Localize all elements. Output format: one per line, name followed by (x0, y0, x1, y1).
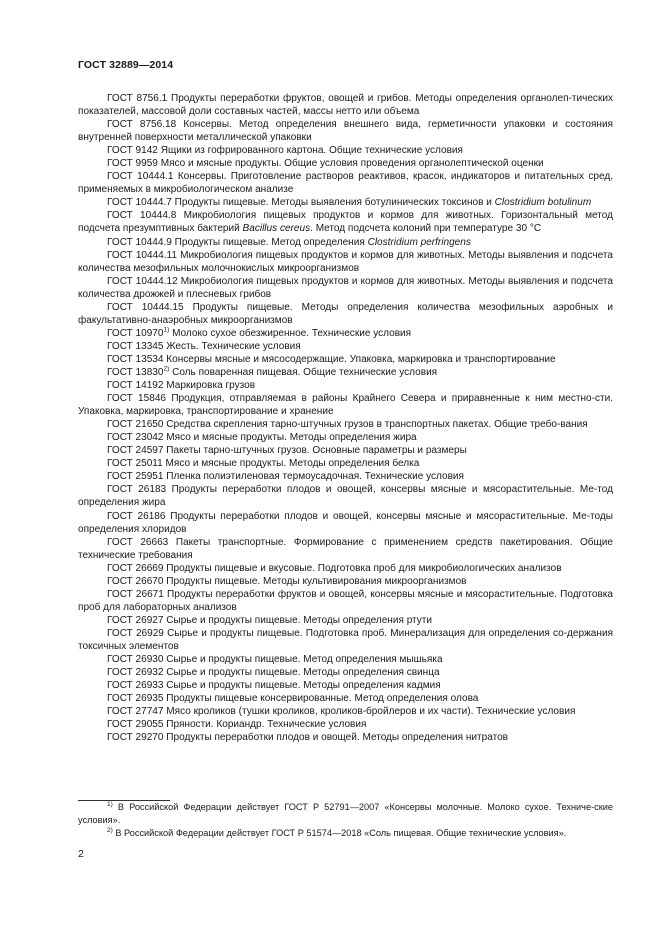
footnote (78, 801, 613, 827)
standard-code: ГОСТ 13534 (107, 353, 164, 365)
footnote-mark: 1) (107, 800, 113, 808)
standard-code: ГОСТ 9959 (107, 158, 158, 170)
standard-code: ГОСТ 26670 (107, 575, 164, 587)
standard-title: Жесть. Технические условия (166, 340, 301, 352)
footnote-ref: 1) (163, 326, 170, 334)
standard-entry (78, 431, 613, 444)
footnote-mark: 2) (107, 826, 113, 834)
standard-title-latin: Clostridium botulinum (494, 197, 592, 209)
footnote-text: В Российской Федерации действует ГОСТ Р 51574—2018 «Соль пищевая. Общие технические условия». (115, 828, 567, 838)
standard-code: ГОСТ 8756.18 (107, 119, 177, 131)
standard-title: Сырье и продукты пищевые. Методы определения ртути (166, 614, 433, 626)
standard-entry (78, 457, 613, 470)
standard-entry (78, 666, 613, 679)
standard-code: ГОСТ 10444.1 (107, 171, 174, 183)
standard-entry (78, 170, 613, 196)
standard-entry (78, 209, 613, 235)
standard-entry (78, 653, 613, 666)
standard-code: ГОСТ 26671 (107, 588, 164, 600)
standard-entry (78, 196, 613, 209)
standard-entry (78, 588, 613, 614)
standard-title: Ящики из гофрированного картона. Общие технические условия (160, 145, 463, 157)
standard-title: Пакеты транспортные. Формирование с применением средств пакетирования. Общие технические требования (78, 536, 613, 561)
standard-title: Мясо и мясные продукты. Методы определения жира (166, 432, 417, 444)
standard-title: Микробиология пищевых продуктов и кормов для животных. Методы выявления и подсчета количества мезофильных молочнокислых микроорганизмов (78, 249, 613, 274)
standard-entry (78, 157, 613, 170)
standard-title: Консервы. Метод определения внешнего вида, герметичности упаковки и состояния внутренней поверхности металлической упаковки (78, 119, 614, 144)
standard-title: Продукты переработки плодов и овощей, консервы мясные и мясорастительные. Ме-тоды определения хлоридов (78, 510, 614, 535)
standard-code: ГОСТ 10970 (107, 327, 164, 339)
standard-entry (78, 510, 613, 536)
standard-title: Средства скрепления тарно-штучных грузов в транспортных пакетах. Общие требо-вания (166, 419, 588, 431)
standard-code: ГОСТ 26930 (107, 654, 164, 666)
standard-entry (78, 536, 613, 562)
standard-entry (78, 144, 613, 157)
standard-code: ГОСТ 26932 (107, 667, 164, 679)
standard-title: Микробиология пищевых продуктов и кормов для животных. Горизонтальный метод подсчета презумптивных бактерий (78, 210, 613, 235)
standard-code: ГОСТ 10444.7 (107, 197, 172, 209)
standard-entry (78, 249, 613, 275)
standard-entry (78, 731, 613, 744)
standard-entry (78, 679, 613, 692)
standard-code: ГОСТ 26927 (107, 614, 164, 626)
standard-entry (78, 92, 613, 118)
standard-code: ГОСТ 26669 (107, 562, 164, 574)
page-number: 2 (78, 848, 84, 860)
standard-entry (78, 444, 613, 457)
standard-title: Продукты пищевые консервированные. Метод определения олова (166, 693, 479, 705)
standard-code: ГОСТ 14192 (107, 380, 164, 392)
standard-title: Сырье и продукты пищевые. Методы определения кадмия (166, 680, 441, 692)
standard-entry (78, 118, 613, 144)
standard-code: ГОСТ 25951 (107, 471, 164, 483)
standard-code: ГОСТ 15846 (107, 393, 166, 405)
standard-entry (78, 340, 613, 353)
footnotes (78, 801, 613, 840)
standard-code: ГОСТ 9142 (107, 145, 158, 157)
standard-title: Мясо и мясные продукты. Общие условия проведения органолептической оценки (160, 158, 544, 170)
standard-code: ГОСТ 13830 (107, 366, 164, 378)
standard-title: Пряности. Кориандр. Технические условия (166, 719, 367, 731)
standard-entry (78, 236, 613, 249)
standard-title: Мясо кроликов (тушки кроликов, кроликов-бройлеров и их части). Технические условия (166, 706, 576, 718)
footnote-ref: 2) (163, 365, 170, 373)
standard-title: Маркировка грузов (166, 380, 256, 392)
footnote (78, 827, 613, 840)
standard-title: Сырье и продукты пищевые. Методы определения свинца (166, 667, 440, 679)
standard-title: Продукты переработки плодов и овощей, консервы мясные и мясорастительные. Ме-тод определения жира (78, 484, 613, 509)
standard-code: ГОСТ 10444.8 (107, 210, 177, 222)
standard-code: ГОСТ 21650 (107, 419, 164, 431)
standard-code: ГОСТ 13345 (107, 340, 164, 352)
standard-code: ГОСТ 24597 (107, 445, 164, 457)
standard-code: ГОСТ 25011 (107, 458, 163, 470)
standard-entry (78, 379, 613, 392)
standard-code: ГОСТ 26933 (107, 680, 164, 692)
normative-references-list (78, 92, 613, 744)
standard-title: Продукты пищевые. Методы определения количества мезофильных аэробных и факультативно-анаэробных микроорганизмов (78, 301, 613, 326)
standard-entry (78, 575, 613, 588)
standard-title: Продукты пищевые. Методы выявления ботулинических токсинов и (174, 197, 495, 209)
standard-title: Продукты пищевые. Методы культивирования микроорганизмов (166, 575, 467, 587)
standard-title: Пакеты тарно-штучных грузов. Основные параметры и размеры (166, 445, 467, 457)
standard-entry (78, 275, 613, 301)
standard-entry (78, 718, 613, 731)
standard-entry (78, 614, 613, 627)
standard-entry (78, 301, 613, 327)
standard-code: ГОСТ 29270 (107, 732, 164, 744)
standard-title: Консервы. Приготовление растворов реактивов, красок, индикаторов и питательных сред, применяемых в микробиологическом анализе (78, 171, 613, 196)
standard-entry (78, 418, 613, 431)
standard-entry (78, 353, 613, 366)
standard-title: Сырье и продукты пищевые. Метод определения мышьяка (166, 654, 443, 666)
standard-code: ГОСТ 10444.11 (107, 249, 177, 261)
document-header: ГОСТ 32889—2014 (78, 59, 174, 71)
standard-code: ГОСТ 27747 (107, 706, 164, 718)
standard-code: ГОСТ 26183 (107, 484, 167, 496)
standard-title-latin: Clostridium perfringens (367, 236, 471, 248)
standard-code: ГОСТ 23042 (107, 432, 164, 444)
standard-entry (78, 392, 613, 418)
standard-entry (78, 327, 613, 340)
standard-code: ГОСТ 26663 (107, 536, 169, 548)
standard-title: Микробиология пищевых продуктов и кормов для животных. Методы выявления и подсчета количества дрожжей и плесневых грибов (78, 275, 613, 300)
standard-code: ГОСТ 8756.1 (107, 93, 168, 104)
standard-code: ГОСТ 29055 (107, 719, 164, 731)
standard-title: Продукты пищевые. Метод определения (174, 236, 368, 248)
standard-entry (78, 705, 613, 718)
standard-title: Соль поваренная пищевая. Общие технические условия (172, 366, 438, 378)
standard-title: Продукты переработки фруктов, овощей и грибов. Методы определения органолеп-тических показателей, массовой доли составных частей, массы нетто или объема (78, 93, 613, 118)
standard-code: ГОСТ 10444.9 (107, 236, 172, 248)
standard-title-tail: . Метод подсчета колоний при температуре 30 °С (310, 223, 542, 235)
standard-code: ГОСТ 26935 (107, 693, 164, 705)
standard-title: Мясо и мясные продукты. Методы определения белка (165, 458, 420, 470)
standard-title: Продукция, отправляемая в районы Крайнего Севера и приравненные к ним местно-сти. Упаковка, маркировка, транспортирование и хранение (78, 393, 613, 418)
standard-code: ГОСТ 10444.12 (107, 275, 178, 287)
standard-code: ГОСТ 26929 (107, 627, 164, 639)
standard-entry (78, 366, 613, 379)
standard-entry (78, 470, 613, 483)
standard-entry (78, 627, 613, 653)
standard-title: Продукты переработки фруктов и овощей, консервы мясные и мясорастительные. Подготовка проб для лабораторных анализов (78, 588, 613, 613)
standard-title-latin: Bacillus cereus (242, 223, 311, 235)
standard-title: Пленка полиэтиленовая термоусадочная. Технические условия (166, 471, 464, 483)
standard-title: Сырье и продукты пищевые. Подготовка проб. Минерализация для определения со-держания токсичных элементов (78, 627, 613, 652)
standard-entry (78, 692, 613, 705)
standard-title: Консервы мясные и мясосодержащие. Упаковка, маркировка и транспортирование (166, 353, 556, 365)
standard-entry (78, 562, 613, 575)
standard-code: ГОСТ 26186 (107, 510, 166, 522)
standard-title: Продукты переработки плодов и овощей. Методы определения нитратов (166, 732, 509, 744)
footnote-text: В Российской Федерации действует ГОСТ Р 52791—2007 «Консервы молочные. Молоко сухое. Техниче-ские условия». (78, 802, 613, 825)
standard-title: Молоко сухое обезжиренное. Технические условия (172, 327, 412, 339)
standard-entry (78, 483, 613, 509)
standard-code: ГОСТ 10444.15 (107, 301, 184, 313)
standard-title: Продукты пищевые и вкусовые. Подготовка проб для микробиологических анализов (166, 562, 562, 574)
